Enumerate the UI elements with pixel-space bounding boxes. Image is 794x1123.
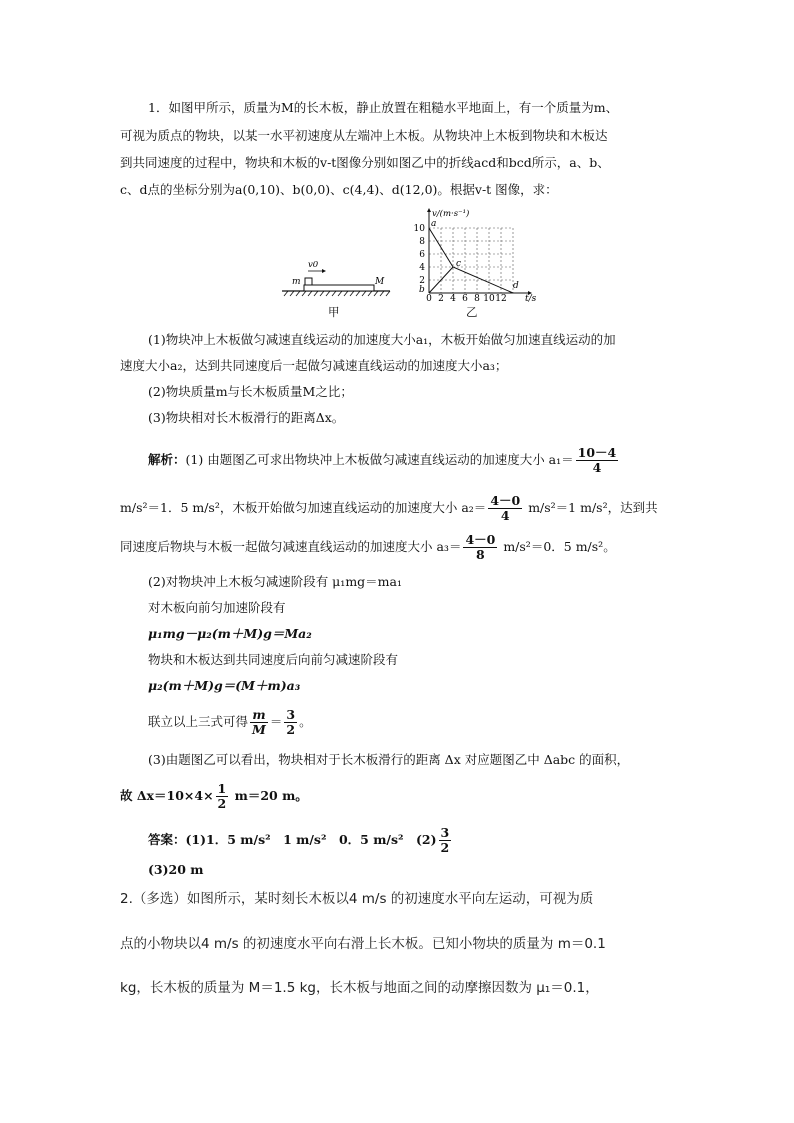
solution-2-line-1: (2)对物块冲上木板匀减速阶段有 μ₁mg＝ma₁ bbox=[148, 574, 402, 589]
M-label: M bbox=[375, 277, 385, 287]
fraction-a2-denominator: 4 bbox=[500, 508, 510, 523]
x-axis-label: t/s bbox=[525, 294, 537, 304]
fraction-a3 bbox=[463, 533, 497, 562]
answer-fraction bbox=[439, 826, 452, 855]
solution-1-text-b2: m/s²＝1 m/s²，达到共 bbox=[524, 500, 658, 515]
solution-line-3 bbox=[120, 533, 616, 562]
answer-label: 答案： bbox=[148, 832, 186, 847]
fraction-1-numerator: 1 bbox=[217, 781, 227, 796]
fraction-a2 bbox=[488, 494, 522, 523]
answer-fraction-denominator: 2 bbox=[440, 840, 450, 855]
solution-2-end: 。 bbox=[299, 714, 312, 729]
solution-2-line-6 bbox=[148, 708, 312, 737]
fraction-one-half bbox=[216, 782, 229, 811]
y-tick-2: 2 bbox=[419, 276, 425, 286]
answer-fraction-numerator: 3 bbox=[440, 825, 450, 840]
fraction-M-denominator: M bbox=[252, 722, 266, 737]
solution-line-1 bbox=[148, 446, 620, 475]
y-tick-10: 10 bbox=[413, 224, 425, 234]
solution-1-text-b1: m/s²＝1．5 m/s²，木板开始做匀加速直线运动的加速度大小 a₂＝ bbox=[120, 500, 487, 515]
solution-2-line-5: μ₂(m＋M)g＝(M＋m)a₃ bbox=[148, 678, 301, 693]
answer-text: (1)1．5 m/s² 1 m/s² 0．5 m/s² (2) bbox=[185, 832, 437, 847]
problem2-line-3: kg，长木板的质量为 M＝1.5 kg，长木板与地面之间的动摩擦因数为 μ₁＝0.1， bbox=[120, 980, 599, 996]
y-axis-label: v/(m·s⁻¹) bbox=[432, 209, 470, 219]
fraction-a3-denominator: 8 bbox=[476, 547, 485, 562]
solution-3-text-a: 故 Δx＝10×4× bbox=[120, 788, 214, 803]
problem1-stem-line-2: 可视为质点的物块，以某一水平初速度从左端冲上木板。从物块冲上木板到物块和木板达 bbox=[120, 128, 608, 143]
fraction-2-denominator: 2 bbox=[286, 722, 296, 737]
solution-2-line-4: 物块和木板达到共同速度后向前匀减速阶段有 bbox=[148, 652, 399, 667]
problem1-stem-line-4: c、d点的坐标分别为a(0,10)、b(0,0)、c(4,4)、d(12,0)。根据v-t 图像，求： bbox=[120, 182, 558, 197]
question-3: (3)物块相对长木板滑行的距离Δx。 bbox=[148, 410, 345, 425]
problem2-line-1: 2.（多选）如图所示，某时刻长木板以4 m/s 的初速度水平向左运动，可视为质 bbox=[120, 891, 594, 907]
long-board bbox=[304, 285, 374, 291]
question-2: (2)物块质量m与长木板质量M之比； bbox=[148, 384, 353, 399]
fraction-m-numerator: m bbox=[250, 708, 268, 723]
answer-line-1 bbox=[148, 826, 453, 855]
figure-yi-caption: 乙 bbox=[466, 305, 478, 319]
question-1-line-1: (1)物块冲上木板做匀减速直线运动的加速度大小a₁，木板开始做匀加速直线运动的加 bbox=[148, 332, 616, 347]
fraction-a1-numerator: 10－4 bbox=[577, 445, 617, 460]
fraction-a2-numerator: 4－0 bbox=[490, 493, 521, 508]
fraction-3-numerator: 3 bbox=[286, 707, 296, 722]
line-acd bbox=[429, 228, 513, 293]
m-label: m bbox=[292, 277, 301, 287]
figure-yi-vt-graph bbox=[410, 204, 550, 304]
figure-jia-caption: 甲 bbox=[328, 305, 340, 319]
x-tick-2: 2 bbox=[438, 294, 444, 304]
y-tick-8: 8 bbox=[419, 237, 425, 247]
point-a-label: a bbox=[431, 219, 437, 229]
problem2-line-2: 点的小物块以4 m/s 的初速度水平向右滑上长木板。已知小物块的质量为 m＝0.1 bbox=[120, 936, 606, 952]
v0-label: v0 bbox=[308, 260, 319, 270]
y-tick-6: 6 bbox=[419, 250, 425, 260]
solution-1-text-c1: 同速度后物块与木板一起做匀减速直线运动的加速度大小 a₃＝ bbox=[120, 539, 462, 554]
fraction-a1-denominator: 4 bbox=[592, 460, 602, 475]
x-tick-4: 4 bbox=[450, 294, 456, 304]
fraction-a3-numerator: 4－0 bbox=[465, 532, 496, 547]
problem1-stem-line-3: 到共同速度的过程中，物块和木板的v-t图像分别如图乙中的折线acd和bcd所示，a、b、 bbox=[120, 155, 610, 170]
y-axis-arrow bbox=[427, 208, 431, 212]
velocity-arrow-head bbox=[322, 269, 326, 273]
fraction-a1 bbox=[576, 446, 619, 475]
solution-2-text: 联立以上三式可得 bbox=[148, 714, 249, 729]
question-1-line-2: 速度大小a₂，达到共同速度后一起做匀减速直线运动的加速度大小a₃； bbox=[120, 358, 508, 373]
figure-jia bbox=[278, 258, 394, 298]
x-tick-0: 0 bbox=[426, 294, 432, 304]
solution-3-text-b: m＝20 m。 bbox=[230, 788, 308, 803]
small-block bbox=[305, 278, 312, 285]
equals-sign: ＝ bbox=[269, 714, 283, 729]
point-b-label: b bbox=[419, 285, 425, 295]
solution-1-text-c2: m/s²＝0．5 m/s²。 bbox=[499, 539, 616, 554]
fraction-3-over-2 bbox=[284, 708, 297, 737]
point-c-label: c bbox=[456, 259, 462, 269]
solution-2-line-3: μ₁mg－μ₂(m＋M)g＝Ma₂ bbox=[148, 626, 312, 641]
point-d-label: d bbox=[513, 281, 519, 291]
grid-lines bbox=[429, 228, 513, 293]
x-tick-6: 6 bbox=[462, 294, 468, 304]
solution-label: 解析： bbox=[148, 452, 186, 467]
ground-hatch bbox=[284, 291, 390, 296]
x-tick-12: 12 bbox=[495, 294, 507, 304]
fraction-m-over-M bbox=[250, 708, 268, 737]
solution-line-2 bbox=[120, 494, 658, 523]
solution-3-line-2 bbox=[120, 782, 308, 811]
problem1-stem-line-1: 1．如图甲所示，质量为M的长木板，静止放置在粗糙水平地面上，有一个质量为m、 bbox=[148, 100, 619, 115]
answer-line-2: (3)20 m bbox=[148, 862, 204, 877]
x-tick-8: 8 bbox=[474, 294, 480, 304]
x-tick-10: 10 bbox=[483, 294, 495, 304]
solution-3-line-1: (3)由题图乙可以看出，物块相对于长木板滑行的距离 Δx 对应题图乙中 Δabc 的面积， bbox=[148, 752, 630, 767]
solution-2-line-2: 对木板向前匀加速阶段有 bbox=[148, 600, 286, 615]
solution-1-text-a: (1) 由题图乙可求出物块冲上木板做匀减速直线运动的加速度大小 a₁＝ bbox=[185, 452, 574, 467]
fraction-2-denominator-half: 2 bbox=[217, 796, 227, 811]
y-tick-4: 4 bbox=[419, 263, 425, 273]
